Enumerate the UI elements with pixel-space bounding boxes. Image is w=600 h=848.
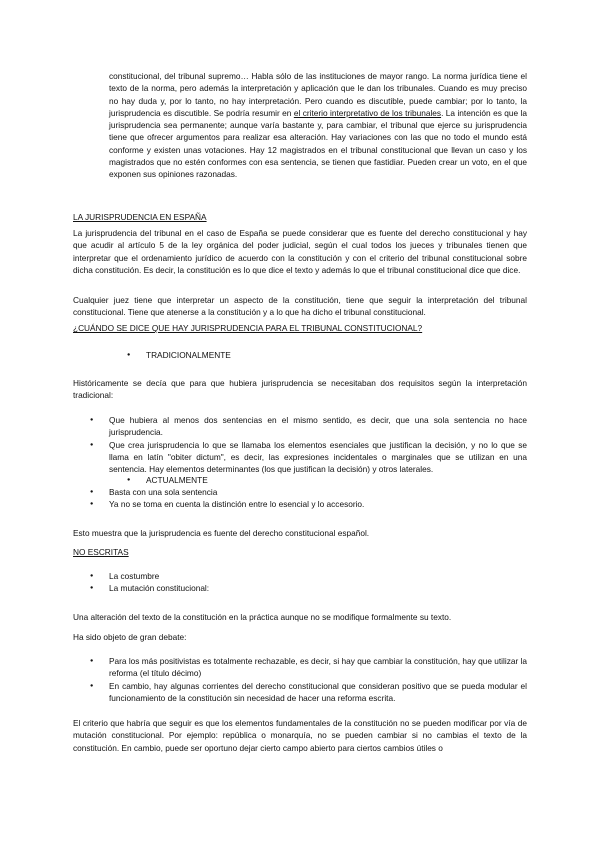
traditional-label-list bbox=[127, 349, 427, 361]
heading-no-escritas: NO ESCRITAS bbox=[73, 547, 129, 557]
list-item: ● Basta con una sola sentencia bbox=[90, 486, 527, 498]
current-label: ● ACTUALMENTE bbox=[127, 474, 427, 486]
debate-positions-list bbox=[90, 655, 527, 704]
list-item: ● Que hubiera al menos dos sentencias en el mismo sentido, es decir, que una sola sentencia no hace jurisprudencia. bbox=[90, 414, 527, 439]
final-paragraph: El criterio que habría que seguir es que los elementos fundamentales de la constitución no se pueden modificar por vía de mutación constitucional. Por ejemplo: república o monarquía, no se pueden cambiar si no cambias el texto de la constitución. En cambio, puede ser oportuno dejar cierto campo abierto para ciertos cambios útiles o bbox=[73, 718, 527, 753]
current-requirements-list bbox=[90, 486, 527, 511]
list-item: ● Para los más positivistas es totalmente rechazable, es decir, si hay que cambiar la constitución, hay que utilizar la reforma (el título décimo) bbox=[90, 655, 527, 680]
list-item: ● Ya no se toma en cuenta la distinción entre lo esencial y lo accesorio. bbox=[90, 498, 527, 510]
traditional-requirements-list bbox=[90, 414, 527, 475]
intro-underlined-term: el criterio interpretativo de los tribunales bbox=[293, 107, 442, 118]
list-item: ● La costumbre bbox=[90, 570, 527, 582]
debate-intro-paragraph: Ha sido objeto de gran debate: bbox=[73, 632, 187, 642]
intro-paragraph bbox=[109, 70, 527, 181]
mutation-definition-paragraph: Una alteración del texto de la constitución en la práctica aunque no se modifique formalmente su texto. bbox=[73, 612, 452, 622]
intro-text-part-2: . La intención es que la jurisprudencia sea permanente; aunque varía bastante y, para cambiar, el tribunal que ejerce su jurisprudencia tiene que ofrecer argumentos para realizar esa alteración. Hay variaciones con las que no todo el mundo está conforme y existen unas votaciones. Hay 12 magistrados en el tribunal constitucional que llevan un caso y los magistrados que no estén conformes con esa sentencia, se tienen que fastidiar. Pueden crear un voto, en el que exponen sus opiniones razonadas. bbox=[109, 107, 527, 180]
list-item: ● La mutación constitucional: bbox=[90, 582, 527, 594]
list-item: ● Que crea jurisprudencia lo que se llamaba los elementos esenciales que justifican la decisión, y no lo que se llama en latín "obiter dictum", es decir, las expresiones incidentales o marginales que se utilizan en una sentencia. Hay elementos determinantes (los que justifican la decisión) y otros laterales. bbox=[90, 439, 527, 476]
conclusion-paragraph: Esto muestra que la jurisprudencia es fuente del derecho constitucional español. bbox=[73, 528, 370, 538]
list-item: ● En cambio, hay algunas corrientes del derecho constitucional que consideran positivo que se pueda modular el funcionamiento de la constitución sin necesidad de hacer una reforma escrita. bbox=[90, 680, 527, 705]
heading-jurisprudencia-espana: LA JURISPRUDENCIA EN ESPAÑA bbox=[73, 212, 207, 222]
intro-text-part-1: constitucional, del tribunal supremo… Habla sólo de las instituciones de mayor rango. La norma jurídica tiene el texto de la norma, pero además la interpretación y aplicación que le dan los tribunales. Cuando es muy preciso no hay duda y, por lo tanto, no hay interpretación. Pero cuando es discutible, puede cambiar; por lo tanto, la jurisprudencia es discutible. Se podría resumir en bbox=[109, 71, 527, 118]
spain-paragraph-1: La jurisprudencia del tribunal en el caso de España se puede considerar que es fuente del derecho constitucional y hay que acudir al artículo 5 de la ley orgánica del poder judicial, según el cual todos los jueces y tribunales tienen que interpretar que el ordenamiento jurídico de acuerdo con la constitución y con el criterio del tribunal constitucional sobre dicha constitución. Es decir, la constitución es lo que dice el texto y además lo que el tribunal constitucional dice que dice. bbox=[73, 228, 527, 275]
traditional-label: ● TRADICIONALMENTE bbox=[127, 349, 427, 361]
current-label-list bbox=[127, 474, 427, 486]
spain-paragraph-2: Cualquier juez tiene que interpretar un aspecto de la constitución, tiene que seguir la interpretación del tribunal constitucional. Tiene que atenerse a la constitución y a lo que ha dicho el tribunal constitucional. bbox=[73, 295, 527, 318]
unwritten-sources-list bbox=[90, 570, 527, 595]
historical-paragraph: Históricamente se decía que para que hubiera jurisprudencia se necesitaban dos requisitos según la interpretación tradicional: bbox=[73, 378, 527, 401]
heading-cuando-jurisprudencia: ¿CUÁNDO SE DICE QUE HAY JURISPRUDENCIA PARA EL TRIBUNAL CONSTITUCIONAL? bbox=[73, 323, 423, 333]
